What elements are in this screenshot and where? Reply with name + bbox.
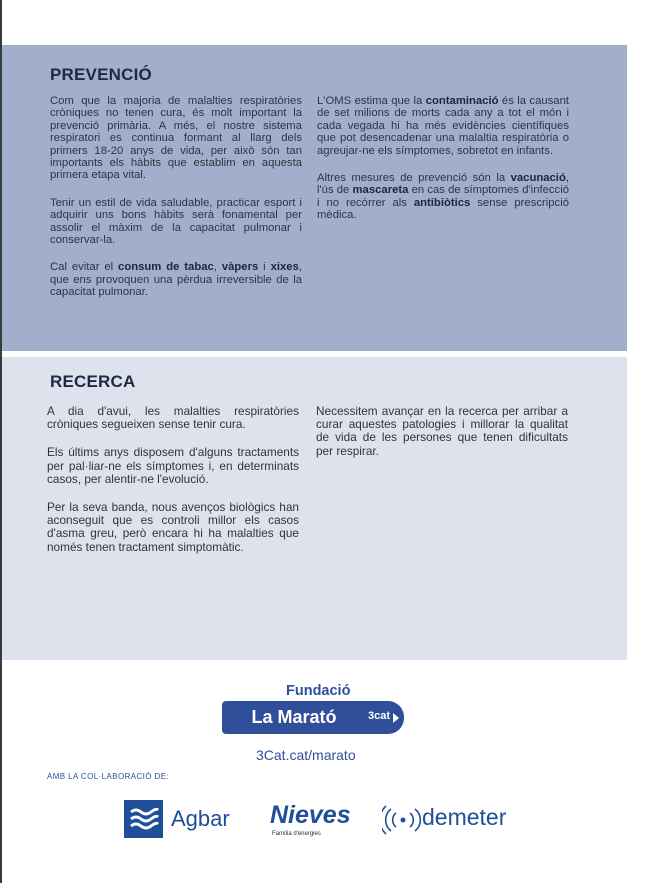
demeter-wordmark: demeter xyxy=(422,804,507,830)
recerca-paragraph: Necessitem avançar en la recerca per arribar a curar aquestes patologies i millorar la qualitat de vida de les persones que tenen dificultats per respirar. xyxy=(316,404,568,458)
prevencio-paragraph: Altres mesures de prevenció són la vacunació, l'ús de mascareta en cas de símptomes d'infecció i no recórrer als antibiòtics sense prescripció mèdica. xyxy=(317,172,569,222)
3cat-badge xyxy=(362,701,404,734)
collaboration-label: AMB LA COL·LABORACIÓ DE: xyxy=(47,772,170,781)
recerca-paragraph: Per la seva banda, nous avenços biològics han aconseguit que es controli millor els casos d'asma greu, però encara hi ha malalties que només tenen tractament simptomàtic. xyxy=(47,500,299,554)
play-arrow-icon xyxy=(393,713,399,723)
marato-website-link[interactable]: 3Cat.cat/marato xyxy=(256,747,356,763)
fundacio-la-marato-logo xyxy=(222,683,408,735)
nieves-tagline: Família d'energies xyxy=(272,831,321,837)
sound-wave-icon xyxy=(382,804,424,836)
recerca-right-column xyxy=(316,405,568,473)
prevencio-section xyxy=(2,45,627,351)
prevencio-paragraph: Tenir un estil de vida saludable, practicar esport i adquirir uns bons hàbits serà fonamental per assolir el màxim de la capacitat pulmonar i conservar-la. xyxy=(50,196,302,247)
recerca-paragraph: A dia d'avui, les malalties respiratòries cròniques segueixen sense tenir cura. xyxy=(47,404,299,432)
highlight-mascareta: mascareta xyxy=(352,184,409,197)
3cat-label: 3cat xyxy=(368,710,391,722)
highlight-vapers: vàpers xyxy=(221,261,259,274)
demeter-logo xyxy=(382,800,522,840)
agbar-wordmark: Agbar xyxy=(171,806,230,831)
agbar-logo xyxy=(124,800,248,840)
recerca-section xyxy=(2,357,627,660)
fundacio-label: Fundació xyxy=(286,683,351,699)
prevencio-paragraph: Com que la majoria de malalties respiratòries cròniques no tenen cura, és molt important la prevenció primària. A més, el nostre sistema respiratori es continua formant al llarg dels primers 18-20 anys de vida, per això són tan importants els hàbits que establim en aquesta primera etapa vital. xyxy=(50,95,302,182)
prevencio-paragraph: L'OMS estima que la contaminació és la causant de set milions de morts cada any a tot el món i cada vegada hi ha més evidències científiques que pot desencadenar una malaltia respiratòria o agreujar-ne els símptomes, sobretot en infants. xyxy=(317,95,569,157)
nieves-wordmark: Nieves xyxy=(270,801,351,829)
highlight-antibiotics: antibiòtics xyxy=(413,196,471,209)
recerca-left-column xyxy=(47,405,299,569)
highlight-contaminacio: contaminació xyxy=(425,95,499,107)
highlight-xixes: xixes xyxy=(270,261,299,274)
recerca-heading: RECERCA xyxy=(50,372,136,391)
la-marato-wordmark: La Marató xyxy=(222,701,366,734)
prevencio-paragraph: Cal evitar el consum de tabac, vàpers i xixes, que ens provoquen una pèrdua irreversible de la capacitat pulmonar. xyxy=(50,261,302,299)
nieves-logo xyxy=(270,801,370,841)
prevencio-heading: PREVENCIÓ xyxy=(50,65,152,84)
highlight-tabac: consum de tabac xyxy=(118,261,214,274)
prevencio-right-column xyxy=(317,95,569,237)
highlight-vacunacio: vacunació xyxy=(510,172,566,185)
prevencio-left-column xyxy=(50,95,302,314)
recerca-paragraph: Els últims anys disposem d'alguns tractaments per pal·liar-ne els símptomes i, en determinats casos, per alentir-ne l'evolució. xyxy=(47,445,299,486)
agbar-wave-icon xyxy=(124,800,163,838)
